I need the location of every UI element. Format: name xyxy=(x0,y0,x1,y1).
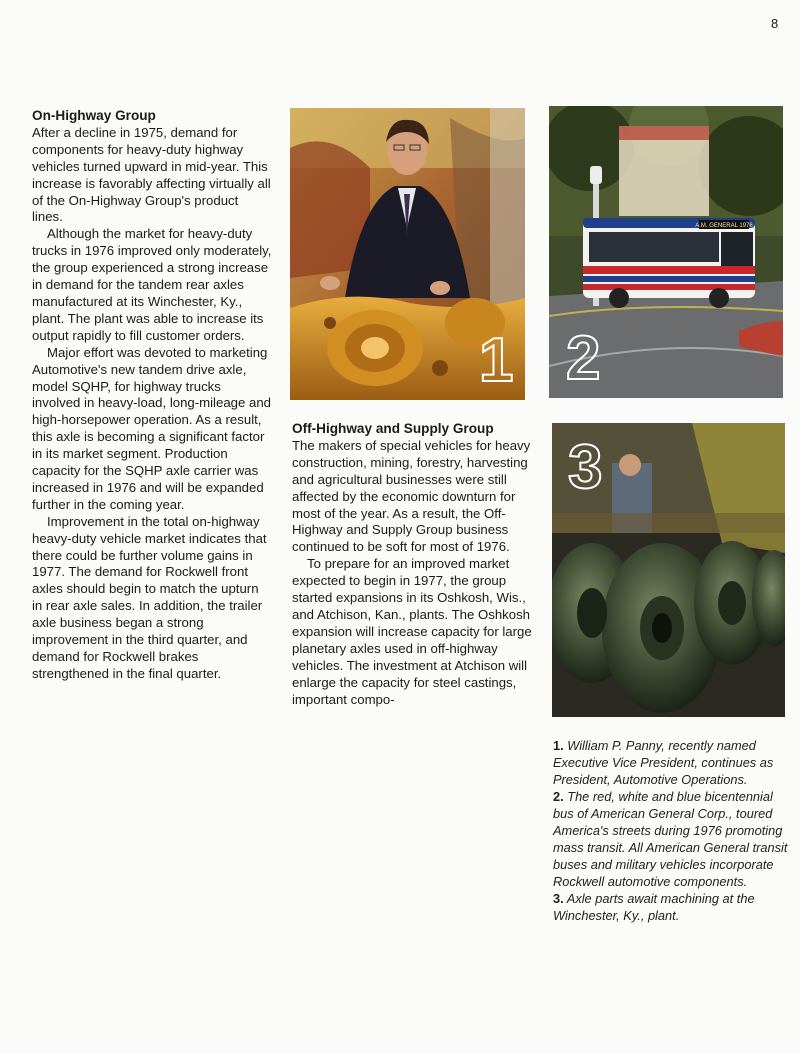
bus-destination-sign: A.M. GENERAL 1976 xyxy=(695,223,753,229)
photo-axle-parts xyxy=(552,423,785,717)
off-highway-section xyxy=(292,421,538,708)
on-highway-paragraph: Improvement in the total on-highway heavy-duty vehicle market indicates that there could be further volume gains in 1977. The demand for Rockwell front axles should begin to match the upturn in rear axle sales. In addition, the trailer axle business began a strong improvement in the third quarter, and demand for Rockwell brakes strengthened in the final quarter. xyxy=(32,513,267,681)
photo-number-1: 1 xyxy=(479,326,514,395)
on-highway-paragraph: Major effort was devoted to marketing Automotive's new tandem drive axle, model SQHP, for highway trucks involved in heavy-load, long-mileage and high-horsepower operation. As a result, this axle is becoming a significant factor in its market segment. Production capacity for the SQHP axle carrier was increased in 1976 and will be expanded further in the coming year. xyxy=(32,344,271,512)
on-highway-paragraph: After a decline in 1975, demand for components for heavy-duty highway vehicles turned upward in mid-year. This increase is favorably affecting virtually all of the On-Highway Group's product lines. xyxy=(32,124,271,225)
caption-3 xyxy=(553,890,789,924)
photo-captions xyxy=(553,737,789,924)
off-highway-heading: Off-Highway and Supply Group xyxy=(292,421,494,436)
on-highway-section xyxy=(32,108,272,683)
caption-2 xyxy=(553,788,789,890)
photo-number-3: 3 xyxy=(568,433,603,502)
photo-executive-with-axle xyxy=(290,108,525,400)
caption-1 xyxy=(553,737,789,788)
photo-number-2: 2 xyxy=(566,324,601,393)
off-highway-paragraph: To prepare for an improved market expected to begin in 1977, the group started expansions in its Oshkosh, Wis., and Atchison, Kan., plants. The Oshkosh expansion will increase capacity for large planetary axles used in off-highway vehicles. The investment at Atchison will enlarge the capacity for steel castings, important compo- xyxy=(292,556,532,707)
caption-text: The red, white and blue bicentennial bus of American General Corp., toured America's streets during 1976 promoting mass transit. All American General transit buses and military vehicles incorporate Rockwell automotive components. xyxy=(553,789,788,889)
caption-number: 1. xyxy=(553,738,564,753)
off-highway-paragraph: The makers of special vehicles for heavy construction, mining, forestry, harvesting and agricultural businesses were still affected by the economic downturn for most of the year. As a result, the Off-Highway and Supply Group business continued to be soft for most of 1976. xyxy=(292,437,531,555)
on-highway-heading: On-Highway Group xyxy=(32,108,156,123)
caption-number: 3. xyxy=(553,891,564,906)
caption-text: William P. Panny, recently named Executive Vice President, continues as President, Automotive Operations. xyxy=(553,738,774,787)
caption-number: 2. xyxy=(553,789,564,804)
on-highway-paragraph: Although the market for heavy-duty trucks in 1976 improved only moderately, the group experienced a strong increase in demand for the tandem rear axles manufactured at its Winchester, Ky., plant. The plant was able to increase its output rapidly to fill customer orders. xyxy=(32,226,272,343)
page-number: 8 xyxy=(771,16,779,31)
photo-bicentennial-bus xyxy=(549,106,783,398)
caption-text: Axle parts await machining at the Winchester, Ky., plant. xyxy=(553,891,755,923)
